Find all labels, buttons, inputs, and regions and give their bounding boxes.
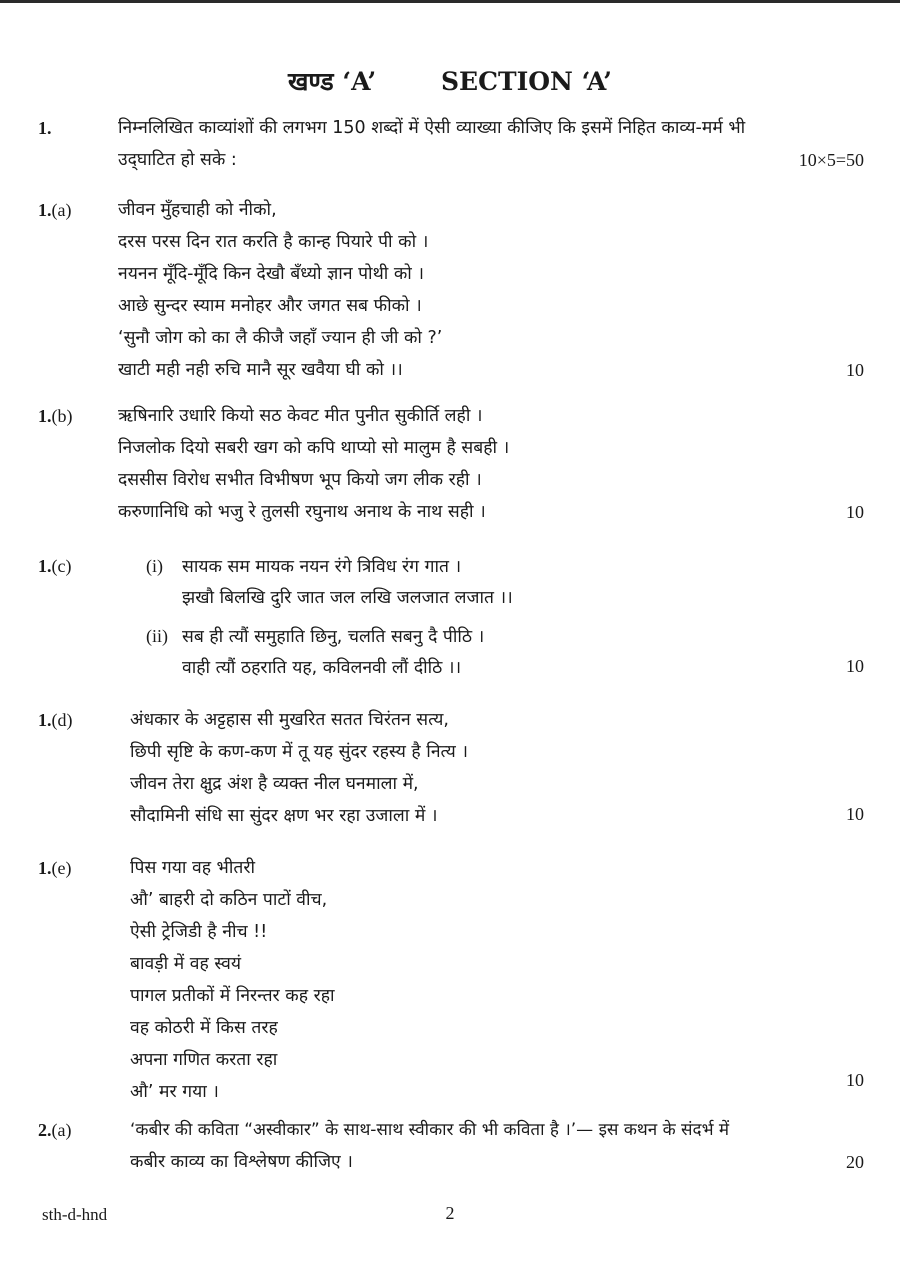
poem-line: अंधकार के अट्टहास सी मुखरित सतत चिरंतन सत्य, — [130, 710, 449, 730]
marks: 10×5=50 — [798, 150, 864, 170]
poem-line: वह कोठरी में किस तरह — [130, 1018, 278, 1038]
poem-line: वाही त्यौं ठहराति यह, कविलनवी लौं दीठि ।। — [182, 658, 462, 678]
poem-line: झखौ बिलखि दुरि जात जल लखि जलजात लजात ।। — [182, 588, 513, 608]
question-number: 1.(b) — [38, 406, 73, 426]
poem-line: दरस परस दिन रात करति है कान्ह पियारे पी को । — [118, 232, 429, 252]
marks: 10 — [846, 360, 864, 380]
poem-line: ‘सुनौ जोग को का लै कीजै जहाँ ज्यान ही जी को ?’ — [118, 328, 443, 348]
poem-lines — [130, 852, 882, 1108]
poem-line: पिस गया वह भीतरी — [130, 858, 256, 878]
poem-line: औ’ मर गया । — [130, 1082, 219, 1102]
marks: 10 — [846, 502, 864, 522]
page-number: 2 — [445, 1203, 455, 1223]
poem-line: आछे सुन्दर स्याम मनोहर और जगत सब फीको । — [118, 296, 422, 316]
poem-line: जीवन तेरा क्षुद्र अंश है व्यक्त नील घनमाला में, — [130, 774, 419, 794]
poem-line: खाटी मही नही रुचि मानै सूर खवैया घी को ।। — [118, 360, 403, 380]
poem-line: ऋषिनारि उधारि कियो सठ केवट मीत पुनीत सुकीर्ति लही । — [118, 406, 483, 426]
question-number: 1.(e) — [38, 858, 72, 878]
question-text — [130, 1114, 870, 1178]
poem-line: बावड़ी में वह स्वयं — [130, 954, 242, 974]
poem-line: दससीस विरोध सभीत विभीषण भूप कियो जग लीक रही । — [118, 470, 482, 490]
poem-lines — [130, 704, 882, 832]
question-number: 1.(d) — [38, 710, 73, 730]
question-text — [118, 112, 870, 176]
marks: 20 — [846, 1152, 864, 1172]
section-heading-english: SECTION ‘A’ — [440, 67, 612, 96]
question-line: उद्‌घाटित हो सके : — [118, 150, 237, 170]
question-line: निम्नलिखित काव्यांशों की लगभग 150 शब्दों में ऐसी व्याख्या कीजिए कि इसमें निहित काव्य-मर्म भी — [118, 118, 746, 138]
section-heading-hindi: खण्ड ‘A’ — [287, 67, 377, 96]
question-line: ‘कबीर की कविता “अस्वीकार” के साथ-साथ स्वीकार की भी कविता है ।’— इस कथन के संदर्भ में — [130, 1120, 730, 1140]
marks: 10 — [846, 804, 864, 824]
poem-lines — [118, 194, 870, 386]
question-number: 1. — [38, 118, 52, 138]
section-heading — [0, 64, 900, 98]
poem-lines — [146, 550, 898, 684]
paper-code: sth-d-hnd — [42, 1205, 108, 1224]
poem-line: निजलोक दियो सबरी खग को कपि थाप्यो सो मालुम है सबही । — [118, 438, 510, 458]
poem-lines — [118, 400, 870, 528]
poem-line: ऐसी ट्रेजिडी है नीच !! — [130, 922, 268, 942]
poem-line: सौदामिनी संधि सा सुंदर क्षण भर रहा उजाला में । — [130, 806, 438, 826]
question-number: 1.(c) — [38, 556, 72, 576]
poem-line: जीवन मुँहचाही को नीको, — [118, 200, 277, 220]
poem-line: (i) सायक सम मायक नयन रंगे त्रिविध रंग गात । — [146, 550, 898, 582]
marks: 10 — [846, 656, 864, 676]
poem-line: नयनन मूँदि-मूँदि किन देखौ बँध्यो ज्ञान पोथी को । — [118, 264, 425, 284]
poem-line: छिपी सृष्टि के कण-कण में तू यह सुंदर रहस्य है नित्य । — [130, 742, 468, 762]
part-label: (ii) — [146, 626, 168, 646]
poem-line: अपना गणित करता रहा — [130, 1050, 278, 1070]
poem-line: औ’ बाहरी दो कठिन पाटों वीच, — [130, 890, 328, 910]
question-number: 1.(a) — [38, 200, 72, 220]
question-line: कबीर काव्य का विश्लेषण कीजिए । — [130, 1152, 353, 1172]
poem-line: (ii) सब ही त्यौं समुहाति छिनु, चलति सबनु दै पीठि । — [146, 620, 898, 652]
poem-line: करुणानिधि को भजु रे तुलसी रघुनाथ अनाथ के नाथ सही । — [118, 502, 486, 522]
top-rule — [0, 0, 900, 3]
question-number: 2.(a) — [38, 1120, 72, 1140]
part-label: (i) — [146, 556, 163, 576]
poem-line: पागल प्रतीकों में निरन्तर कह रहा — [130, 986, 335, 1006]
marks: 10 — [846, 1070, 864, 1090]
